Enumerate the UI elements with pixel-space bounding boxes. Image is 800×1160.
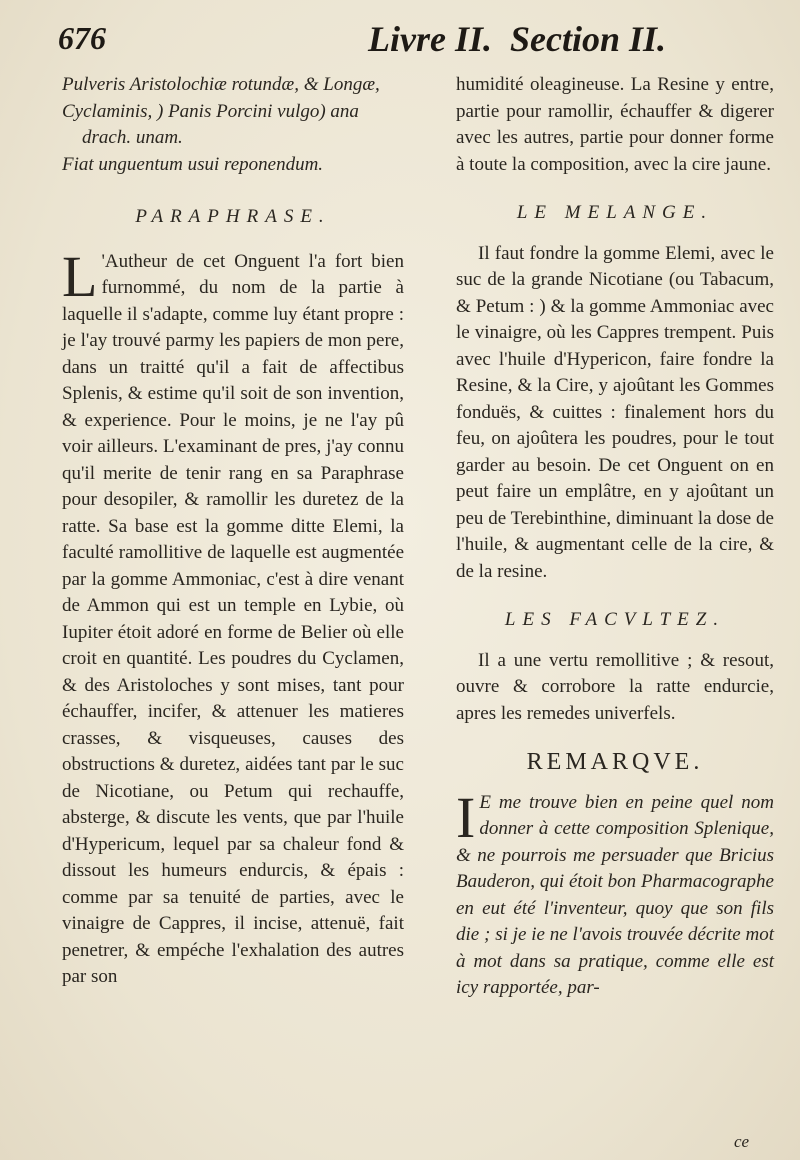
right-column (456, 72, 774, 1002)
recipe-line-1: Pulveris Aristolochiæ rotundæ, & Longæ, (62, 74, 380, 95)
running-header (52, 14, 776, 64)
remarque-text: E me trouve bien en peine quel nom donner à cette composition Splenique, & ne pourrois me persuader que Bricius Bauderon, qui étoit bon Pharmacographe en eut été l'inventeur, quoy que son fils die ; si je ie ne l'avois trouvée décrite mot à mot dans sa pratique, comme elle est icy rapportée, par- (456, 791, 774, 998)
book-title: Livre II. (368, 19, 492, 59)
catchword: ce (734, 1132, 750, 1151)
facultez-text: Il a une vertu remollitive ; & resout, ouvre & corrobore la ratte endurcie, apres les remedes univerfels. (456, 649, 774, 724)
recipe-line-2: Cyclaminis, ) Panis Porcini vulgo) ana drach. unam. (62, 100, 359, 148)
melange-heading: LE MELANGE. (516, 202, 714, 223)
drop-cap: L (62, 243, 98, 309)
page-number: 676 (58, 20, 106, 56)
melange-text: Il faut fondre la gomme Elemi, avec le suc de la grande Nicotiane (ou Tabacum, & Petum : ) & la gomme Ammoniac avec le vinaigre, où les Cappres trempent. Puis avec l'huile d'Hypericon, faire fondre la Resine, & la Cire, y ajoûtant les Gommes fonduës, & cuittes : finalement hors du feu, on ajoûtera les poudres, pour le tout garder au besoin. De cet Onguent on en peut faire un emplâtre, en y ajoûtant un peu de Terebinthine, diminuant la dose de l'huile, & augmentant celle de la cire, & de la resine. (456, 242, 774, 582)
facultez-heading: LES FACVLTEZ. (504, 609, 726, 630)
paraphrase-paragraph (62, 243, 404, 991)
paraphrase-text: 'Autheur de cet Onguent l'a fort bien furnommé, du nom de la partie à laquelle il s'adapte, comme luy étant propre : je l'ay trouvé parmy les papiers de mon pere, dans un traitté qu'il a fait de affectibus Splenis, & estime qu'il soit de son invention, & experience. Pour le moins, je ne l'ay pû voir ailleurs. L'examinant de pres, j'ay connu qu'il merite de tenir rang en sa Paraphrase pour desopiler, & ramollir les duretez de la ratte. Sa base est la gomme ditte Elemi, la faculté ramollitive de laquelle est augmentée par la gomme Ammoniac, c'est à dire venant de Ammon qui est un temple en Lybie, où Iupiter étoit adoré en forme de Belier où elle croit en quantité. Les poudres du Cyclamen, & des Aristoloches y sont mises, tant pour échauffer, incifer, & attenuer les matieres crasses, & visqueuses, causes des obstructions & duretez, aidées tant par le suc de Nicotiane, ou Petum qui rechauffe, absterge, & discute les vents, que par l'huile d'Hypericum, lequel par sa chaleur fond & dissout les humeurs endurcis, & épais : comme par sa tenuité de parties, avec le vinaigre de Cappres, il incise, attenuë, fait penetrer, & empéche l'exhalation des autres par son (62, 250, 404, 987)
left-column (62, 72, 404, 991)
remarque-paragraph (456, 784, 774, 1002)
continuation-text: humidité oleagineuse. La Resine y entre, partie pour ramollir, échauffer & digerer avec les autres, partie pour donner forme à toute la composition, avec la cire jaune. (456, 74, 774, 175)
section-title: Section II. (510, 19, 667, 59)
remarque-heading: REMARQVE. (526, 749, 704, 775)
recipe-line-3: Fiat unguentum usui reponendum. (62, 153, 324, 175)
remarque-drop-cap: I (456, 784, 476, 850)
paraphrase-heading: PARAPHRASE. (135, 206, 331, 227)
